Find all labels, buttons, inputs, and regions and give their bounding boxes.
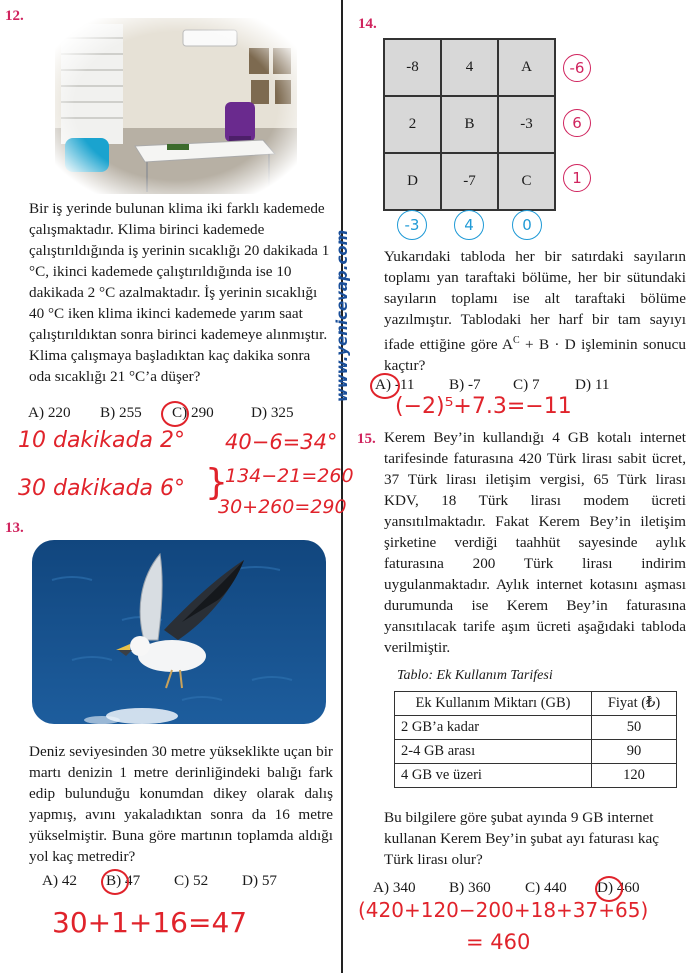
- question-15-text: Kerem Bey’in kullandığı 4 GB kotalı internet tarifesinde faturasına 420 Türk lirası sabit ücret, 37 Türk lirası iletişim vergisi, 65 Türk lirası KDV, 18 Türk lirası modem ücreti yansıtılmaktadır. Fakat Kerem Bey’in iletişim şirketine verdiği taahhüt sayesinde aylık faturasına 200 Türk lirası indirim uygulanmaktadır. Aylık internet kotasını aşması durumunda ise Kerem Bey’in faturasına yansıtılacak tarife aşım ücreti aşağıdaki tabloda verilmiştir.: [384, 429, 686, 656]
- question-13-text: Deniz seviyesinden 30 metre yükseklikte uçan bir martı denizin 1 metre derinliğindeki balığı fark edip bulunduğu konumdan dikey olarak dalış yapmış, avını yakaladıktan sonra da 16 metre yükselmiştir. Buna göre martının toplamda aldığı yol kaç metredir?: [29, 743, 333, 865]
- q13-option-a[interactable]: A) 42: [42, 872, 78, 889]
- question-13-number: 13.: [5, 520, 24, 536]
- q15-handwritten-calc2: = 460: [466, 930, 531, 954]
- table-cell: 90: [592, 740, 677, 764]
- q15-option-a[interactable]: A) 340: [373, 879, 416, 896]
- tariff-table: [394, 691, 677, 788]
- q12-handwritten-line1: 10 dakikada 2°: [18, 428, 185, 453]
- grid-cell: A: [498, 39, 555, 96]
- table-header-cell: Ek Kullanım Miktarı (GB): [395, 692, 592, 716]
- col-sum-2: 4: [454, 210, 484, 240]
- grid-cell: D: [384, 153, 441, 210]
- table-row: [395, 716, 677, 740]
- table-cell: 120: [592, 764, 677, 788]
- grid-cell: -8: [384, 39, 441, 96]
- question-15-number: 15.: [357, 431, 376, 447]
- q12-handwritten-calc1: 40−6=34°: [225, 430, 338, 454]
- row-sum-3: 1: [563, 164, 591, 192]
- q12-selected-answer-mark: [161, 401, 189, 427]
- question-12-text: Bir iş yerinde bulunan klima iki farklı kademede çalışmaktadır. Klima birinci kademede çalıştırıldığında iş yerinin sıcaklığı 20 dakikada 1 °C, ikinci kademede çalıştırıldığında ise 10 dakikada 2 °C azalmaktadır. İş yerinin sıcaklığı 40 °C iken klima ikinci kademede yarım saat çalıştırıldıktan sonra birinci kademeye alınmıştır. Klima çalışmaya başladıktan kaç dakika sonra oda sıcaklığı 21 °C’a düşer?: [29, 200, 330, 385]
- seagull-image: [32, 540, 326, 724]
- exponent: C: [513, 335, 520, 346]
- q12-option-b[interactable]: B) 255: [100, 404, 142, 421]
- site-brand-text: www.yenicevap.com: [333, 229, 351, 402]
- table-header-row: [395, 692, 677, 716]
- grid-cell: 2: [384, 96, 441, 153]
- question-13-options: [0, 872, 340, 896]
- q12-option-d[interactable]: D) 325: [251, 404, 294, 421]
- table-row: [395, 764, 677, 788]
- q15-option-d[interactable]: D) 460: [597, 879, 640, 896]
- q12-handwritten-calc3: 30+260=290: [218, 496, 347, 518]
- q14-option-d[interactable]: D) 11: [575, 376, 610, 393]
- q13-handwritten-calc: 30+1+16=47: [52, 906, 248, 939]
- q15-option-c[interactable]: C) 440: [525, 879, 567, 896]
- q13-option-b[interactable]: B) 47: [106, 872, 141, 889]
- table-row: [395, 740, 677, 764]
- office-room-image: [55, 18, 297, 194]
- grid-cell: C: [498, 153, 555, 210]
- table-cell: 2 GB’a kadar: [395, 716, 592, 740]
- q12-handwritten-line2: 30 dakikada 6°: [18, 476, 185, 501]
- col-sum-1: -3: [397, 210, 427, 240]
- q15-option-b[interactable]: B) 360: [449, 879, 491, 896]
- row-sum-1: -6: [563, 54, 591, 82]
- col-sum-3: 0: [512, 210, 542, 240]
- table-cell: 4 GB ve üzeri: [395, 764, 592, 788]
- q14-handwritten-calc: (−2)⁵+7.3=−11: [395, 394, 572, 419]
- grid-cell: -3: [498, 96, 555, 153]
- q12-option-c[interactable]: C) 290: [172, 404, 214, 421]
- q14-option-a[interactable]: A) -11: [375, 376, 415, 393]
- question-12-number: 12.: [5, 8, 24, 24]
- q13-option-d[interactable]: D) 57: [242, 872, 278, 889]
- q13-option-c[interactable]: C) 52: [174, 872, 209, 889]
- question-14-number: 14.: [358, 16, 377, 32]
- grid-cell: -7: [441, 153, 498, 210]
- question-15-prompt: Bu bilgilere göre şubat ayında 9 GB internet kullanan Kerem Bey’in şubat ayı faturası kaç Türk lirası olur?: [384, 809, 659, 868]
- grid-cell: 4: [441, 39, 498, 96]
- question-14-text: Yukarıdaki tabloda her bir satırdaki sayıların toplamı yan taraftaki bölüme, her bir sütundaki sayıların toplamı ise alt taraftaki bölüme yazılmıştır. Tablodaki her harf bir tam sayıyı ifade ettiğine göre $A^C + B \cdot D$ işleminin sonucu kaçtır?: [384, 248, 686, 375]
- q14-option-c[interactable]: C) 7: [513, 376, 540, 393]
- q13-selected-answer-mark: [101, 869, 129, 895]
- table-caption: Tablo: Ek Kullanım Tarifesi: [397, 668, 553, 683]
- row-sum-2: 6: [563, 109, 591, 137]
- table-header-cell: Fiyat (₺): [592, 692, 677, 716]
- site-brand: [333, 180, 351, 405]
- table-cell: 2-4 GB arası: [395, 740, 592, 764]
- number-grid: [383, 38, 556, 211]
- q12-handwritten-brace: }: [205, 462, 228, 503]
- table-cell: 50: [592, 716, 677, 740]
- q15-handwritten-calc1: (420+120−200+18+37+65): [358, 898, 649, 922]
- q12-option-a[interactable]: A) 220: [28, 404, 71, 421]
- grid-cell: B: [441, 96, 498, 153]
- q12-handwritten-calc2: 134−21=260: [225, 465, 354, 487]
- q14-option-b[interactable]: B) -7: [449, 376, 481, 393]
